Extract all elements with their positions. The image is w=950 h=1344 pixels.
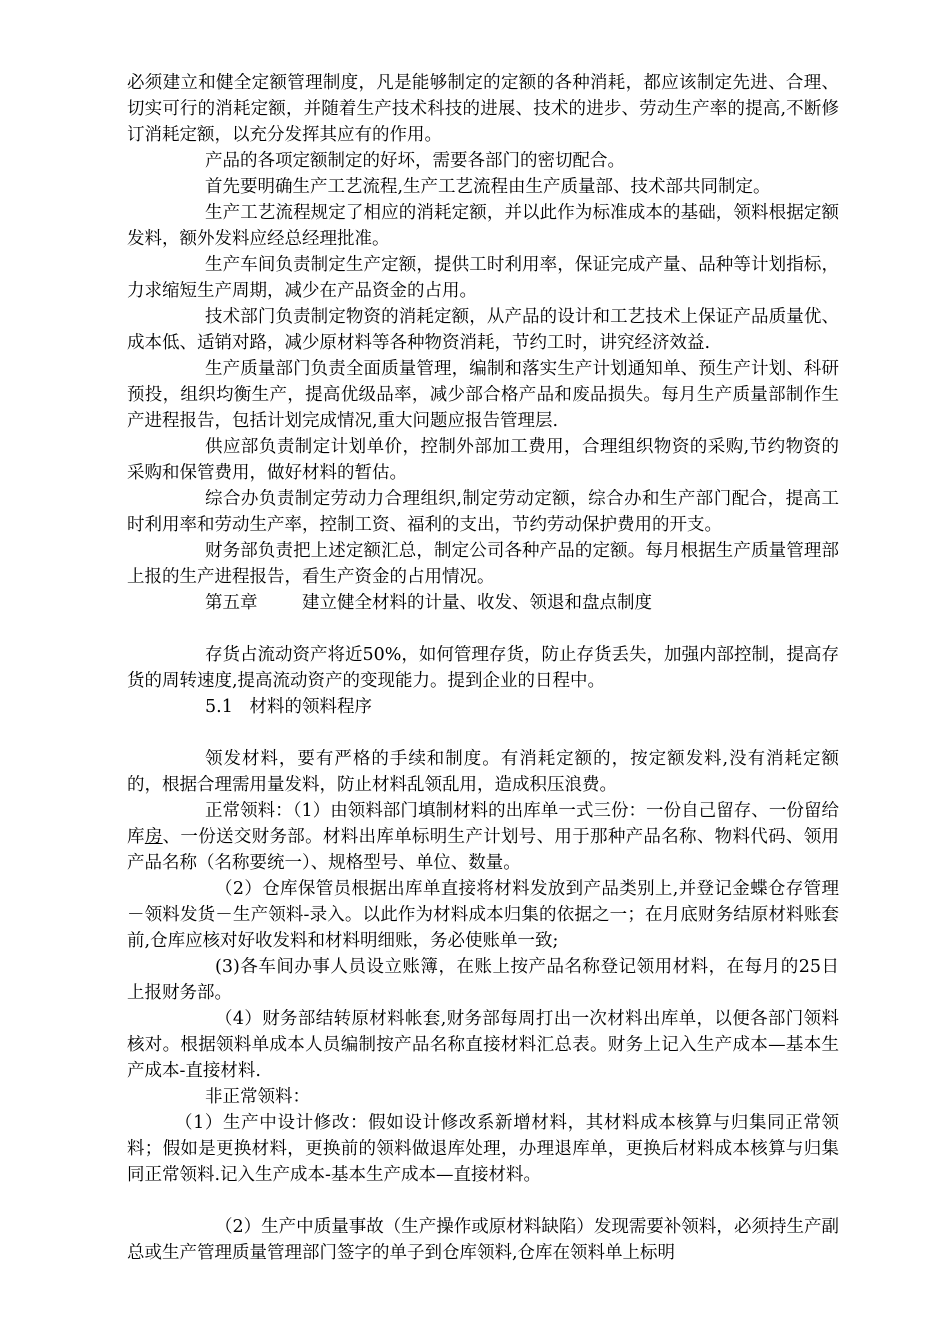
normal-issue-step-1 xyxy=(127,798,839,876)
chapter-heading xyxy=(127,590,839,616)
paragraph: 技术部门负责制定物资的消耗定额，从产品的设计和工艺技术上保证产品质量优、成本低、适销对路，减少原材料等各种物资消耗，节约工时，讲究经济效益. xyxy=(127,307,839,353)
section-number: 5.1 xyxy=(205,697,233,717)
paragraph: 生产车间负责制定生产定额，提供工时利用率，保证完成产量、品种等计划指标，力求缩短生产周期，减少在产品资金的占用。 xyxy=(127,255,839,301)
text-run: 正常领料：（1）由领料部门填制材料的出库单一式三份：一份自己留存、一份留给库 xyxy=(127,801,839,847)
paragraph: 必须建立和健全定额管理制度，凡是能够制定的定额的各种消耗，都应该制定先进、合理、切实可行的消耗定额，并随着生产技术科技的进展、技术的进步、劳动生产率的提高,不断修订消耗定额，以充分发挥其应有的作用。 xyxy=(127,73,839,145)
paragraph: 产品的各项定额制定的好坏，需要各部门的密切配合。 xyxy=(205,151,625,171)
text-run: 、一份送交财务部。材料出库单标明生产计划号、用于那种产品名称、物料代码、领用产品名称（名称要统一）、规格型号、单位、数量。 xyxy=(127,827,840,873)
abnormal-issue-step-2: （2）生产中质量事故（生产操作或原材料缺陷）发现需要补领料，必须持生产副总或生产管理质量管理部门签字的单子到仓库领料,仓库在领料单上标明 xyxy=(127,1217,839,1263)
paragraph: 首先要明确生产工艺流程,生产工艺流程由生产质量部、技术部共同制定。 xyxy=(205,177,771,197)
chapter-title: 建立健全材料的计量、收发、领退和盘点制度 xyxy=(302,593,653,613)
abnormal-issue-step-1: （1）生产中设计修改：假如设计修改系新增材料，其材料成本核算与归集同正常领料；假如是更换材料，更换前的领料做退库处理，办理退库单，更换后材料成本核算与归集同正常领料.记入生产成本-基本生产成本—直接材料。 xyxy=(127,1113,839,1185)
chapter-label: 第五章 xyxy=(205,593,258,613)
document-body xyxy=(127,70,839,1266)
normal-issue-step-2: （2）仓库保管员根据出库单直接将材料发放到产品类别上,并登记金蝶仓存管理－领料发货－生产领料-录入。以此作为材料成本归集的依据之一；在月底财务结原材料账套前,仓库应核对好收发料和材料明细账，务必使账单一致; xyxy=(127,879,839,951)
normal-issue-step-4: （4）财务部结转原材料帐套,财务部每周打出一次材料出库单，以便各部门领料核对。根据领料单成本人员编制按产品名称直接材料汇总表。财务上记入生产成本—基本生产成本-直接材料. xyxy=(127,1009,839,1081)
paragraph: 综合办负责制定劳动力合理组织,制定劳动定额，综合办和生产部门配合，提高工时利用率和劳动生产率，控制工资、福利的支出，节约劳动保护费用的开支。 xyxy=(127,489,839,535)
paragraph: 领发材料，要有严格的手续和制度。有消耗定额的，按定额发料,没有消耗定额的，根据合理需用量发料，防止材料乱领乱用，造成积压浪费。 xyxy=(127,749,839,795)
paragraph: 存货占流动资产将近50%，如何管理存货，防止存货丢失，加强内部控制，提高存货的周转速度,提高流动资产的变现能力。提到企业的日程中。 xyxy=(127,645,839,691)
section-heading xyxy=(127,694,839,720)
abnormal-issue-label: 非正常领料： xyxy=(205,1087,310,1107)
underlined-text: 房 xyxy=(144,827,163,847)
paragraph: 生产工艺流程规定了相应的消耗定额，并以此作为标准成本的基础，领料根据定额发料，额外发料应经总经理批准。 xyxy=(127,203,839,249)
paragraph: 财务部负责把上述定额汇总，制定公司各种产品的定额。每月根据生产质量管理部上报的生产进程报告，看生产资金的占用情况。 xyxy=(127,541,839,587)
paragraph: 供应部负责制定计划单价，控制外部加工费用，合理组织物资的采购,节约物资的采购和保管费用，做好材料的暂估。 xyxy=(127,437,839,483)
paragraph: 生产质量部门负责全面质量管理，编制和落实生产计划通知单、预生产计划、科研预投，组织均衡生产，提高优级品率，减少部合格产品和废品损失。每月生产质量部制作生产进程报告，包括计划完成情况,重大问题应报告管理层. xyxy=(127,359,839,431)
normal-issue-step-3: (3)各车间办事人员设立账簿，在账上按产品名称登记领用材料，在每月的25日上报财务部。 xyxy=(127,957,839,1003)
section-title: 材料的领料程序 xyxy=(249,697,373,717)
